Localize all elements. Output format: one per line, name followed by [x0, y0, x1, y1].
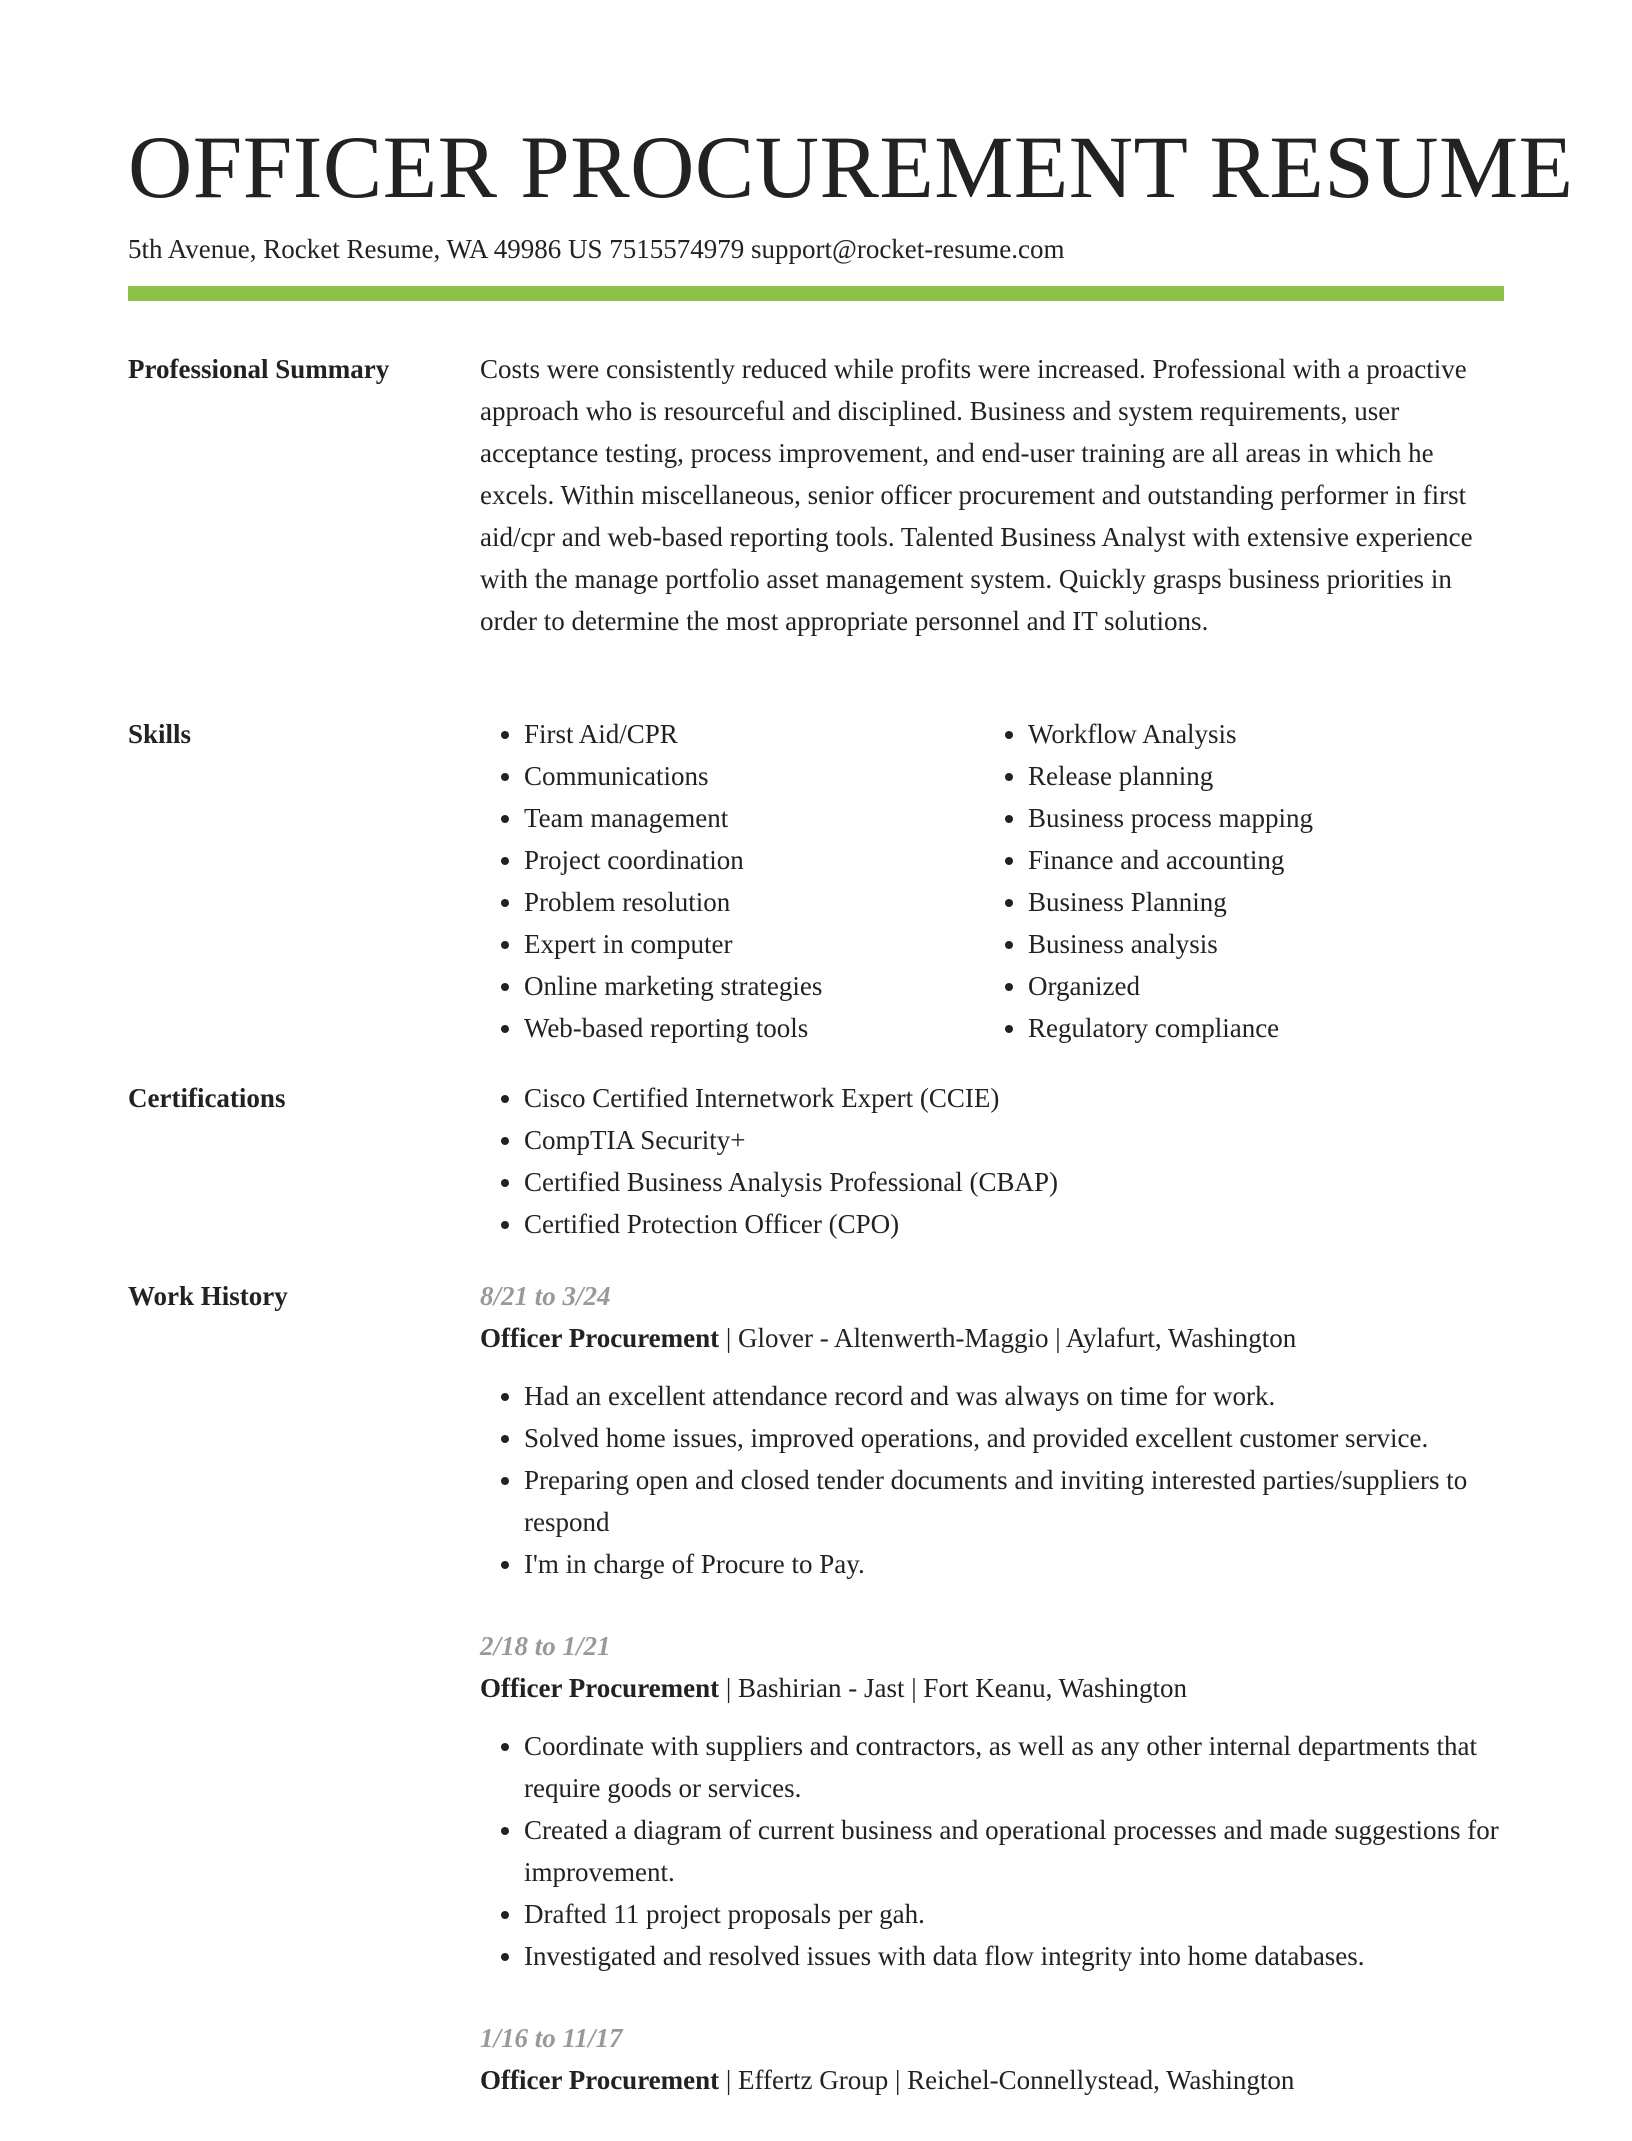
skills-section — [480, 713, 1504, 1049]
job-heading — [480, 2059, 1504, 2101]
certification-item: • CompTIA Security+ — [524, 1119, 1504, 1161]
skill-item: • Release planning — [1028, 755, 1488, 797]
job-bullet: • Preparing open and closed tender documents and inviting interested parties/suppliers to respond — [524, 1459, 1504, 1543]
job-details: | Effertz Group | Reichel-Connellystead, Washington — [719, 2065, 1295, 2095]
skills-list-left — [480, 713, 984, 1049]
header-divider — [128, 286, 1504, 301]
job-details: | Glover - Altenwerth-Maggio | Aylafurt, Washington — [719, 1323, 1297, 1353]
job-entry — [480, 1625, 1504, 1977]
certifications-list — [480, 1077, 1504, 1245]
skill-item: • Business analysis — [1028, 923, 1488, 965]
skill-item: • Workflow Analysis — [1028, 713, 1488, 755]
job-dates: 2/18 to 1/21 — [480, 1631, 611, 1661]
skill-item: • Web-based reporting tools — [524, 1007, 984, 1049]
job-bullets — [480, 1375, 1504, 1585]
contact-line: 5th Avenue, Rocket Resume, WA 49986 US 7515574979 support@rocket-resume.com — [128, 234, 1065, 264]
skill-item: • Finance and accounting — [1028, 839, 1488, 881]
job-heading — [480, 1667, 1504, 1709]
job-title: Officer Procurement — [480, 1323, 720, 1353]
job-heading — [480, 1317, 1504, 1359]
job-dates: 8/21 to 3/24 — [480, 1281, 611, 1311]
certification-item: • Certified Business Analysis Professional (CBAP) — [524, 1161, 1504, 1203]
job-bullet: • Solved home issues, improved operations, and provided excellent customer service. — [524, 1417, 1504, 1459]
job-bullet: • Created a diagram of current business and operational processes and made suggestions for improvement. — [524, 1809, 1504, 1893]
skill-item: • Project coordination — [524, 839, 984, 881]
skill-item: • Expert in computer — [524, 923, 984, 965]
job-details: | Bashirian - Jast | Fort Keanu, Washington — [719, 1673, 1187, 1703]
skill-item: • Business process mapping — [1028, 797, 1488, 839]
skill-item: • Regulatory compliance — [1028, 1007, 1488, 1049]
job-bullet: • Had an excellent attendance record and was always on time for work. — [524, 1375, 1504, 1417]
job-entry — [480, 1275, 1504, 1585]
certification-item: • Certified Protection Officer (CPO) — [524, 1203, 1504, 1245]
job-bullet: • Coordinate with suppliers and contractors, as well as any other internal departments that require goods or services. — [524, 1725, 1504, 1809]
skill-item: • Business Planning — [1028, 881, 1488, 923]
certifications-section — [480, 1077, 1504, 1245]
work-history-label: Work History — [128, 1281, 288, 1311]
job-bullet: • I'm in charge of Procure to Pay. — [524, 1543, 1504, 1585]
job-title: Officer Procurement — [480, 1673, 720, 1703]
resume-title: OFFICER PROCUREMENT RESUME — [128, 119, 1574, 217]
certifications-label: Certifications — [128, 1083, 286, 1113]
skill-item: • First Aid/CPR — [524, 713, 984, 755]
work-history-section — [480, 1275, 1504, 2141]
skill-item: • Communications — [524, 755, 984, 797]
job-title: Officer Procurement — [480, 2065, 720, 2095]
skills-label: Skills — [128, 719, 192, 749]
job-bullets — [480, 1725, 1504, 1977]
job-bullet: • Drafted 11 project proposals per gah. — [524, 1893, 1504, 1935]
skill-item: • Team management — [524, 797, 984, 839]
skills-list-right — [984, 713, 1488, 1049]
summary-label: Professional Summary — [128, 354, 390, 384]
skill-item: • Online marketing strategies — [524, 965, 984, 1007]
job-entry — [480, 2017, 1504, 2101]
summary-section — [480, 348, 1504, 642]
skill-item: • Problem resolution — [524, 881, 984, 923]
job-dates: 1/16 to 11/17 — [480, 2023, 623, 2053]
certification-item: • Cisco Certified Internetwork Expert (CCIE) — [524, 1077, 1504, 1119]
job-bullet: • Investigated and resolved issues with data flow integrity into home databases. — [524, 1935, 1504, 1977]
summary-text: Costs were consistently reduced while profits were increased. Professional with a proactive approach who is resourceful and disciplined. Business and system requirements, user acceptance testing, process improvement, and end-user training are all areas in which he excels. Within miscellaneous, senior officer procurement and outstanding performer in first aid/cpr and web-based reporting tools. Talented Business Analyst with extensive experience with the manage portfolio asset management system. Quickly grasps business priorities in order to determine the most appropriate personnel and IT solutions. — [480, 354, 1473, 636]
skill-item: • Organized — [1028, 965, 1488, 1007]
